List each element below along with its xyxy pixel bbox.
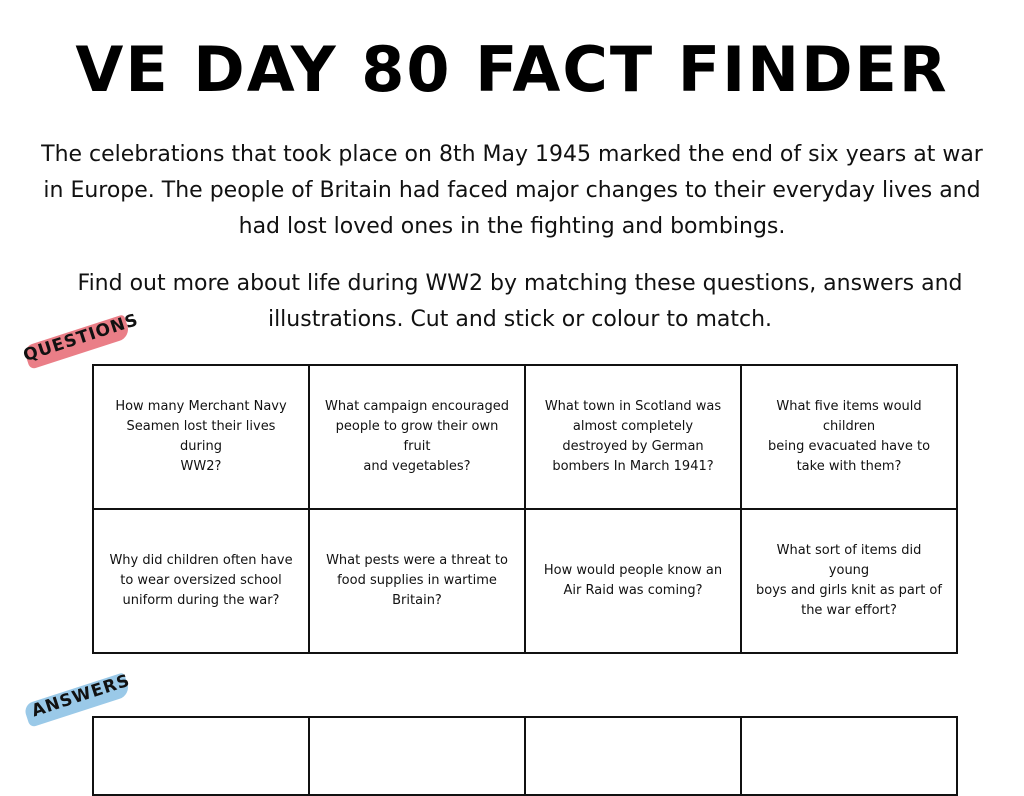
intro-paragraph: The celebrations that took place on 8th May 1945 marked the end of six years at war in Europe. The people of Britain had faced major changes to their everyday lives and had lost loved ones in the fighting and bombings. (41, 142, 983, 239)
question-text: Why did children often have to wear oversized school uniform during the war? (109, 553, 293, 608)
question-text: What five items would children being evacuated have to take with them? (767, 399, 931, 474)
question-text: How many Merchant Navy Seamen lost their lives during WW2? (115, 399, 287, 474)
answers-section-label (16, 670, 146, 722)
question-text: What campaign encouraged people to grow their own fruit and vegetables? (325, 399, 509, 474)
instructions-paragraph: Find out more about life during WW2 by matching these questions, answers and illustrations. Cut and stick or colour to match. (77, 271, 963, 332)
question-card (310, 510, 526, 654)
answer-card (94, 718, 310, 796)
answers-label-text: ANSWERS (29, 670, 133, 722)
questions-label-text: QUESTIONS (20, 309, 142, 367)
question-card (742, 510, 958, 654)
question-card (742, 366, 958, 510)
answer-card (526, 718, 742, 796)
page-title: VE DAY 80 FACT FINDER (75, 33, 949, 106)
question-card (526, 366, 742, 510)
question-card (94, 366, 310, 510)
questions-grid (92, 364, 958, 654)
questions-section-label (16, 309, 146, 367)
question-card (310, 366, 526, 510)
question-text: What town in Scotland was almost completely destroyed by German bombers In March 1941? (544, 399, 722, 474)
answer-card (310, 718, 526, 796)
answers-grid (92, 716, 958, 796)
question-text: What sort of items did young boys and girls knit as part of the war effort? (756, 543, 942, 618)
question-card (526, 510, 742, 654)
question-text: How would people know an Air Raid was coming? (543, 563, 723, 598)
question-card (94, 510, 310, 654)
answer-card (742, 718, 958, 796)
question-text: What pests were a threat to food supplies in wartime Britain? (326, 553, 508, 608)
